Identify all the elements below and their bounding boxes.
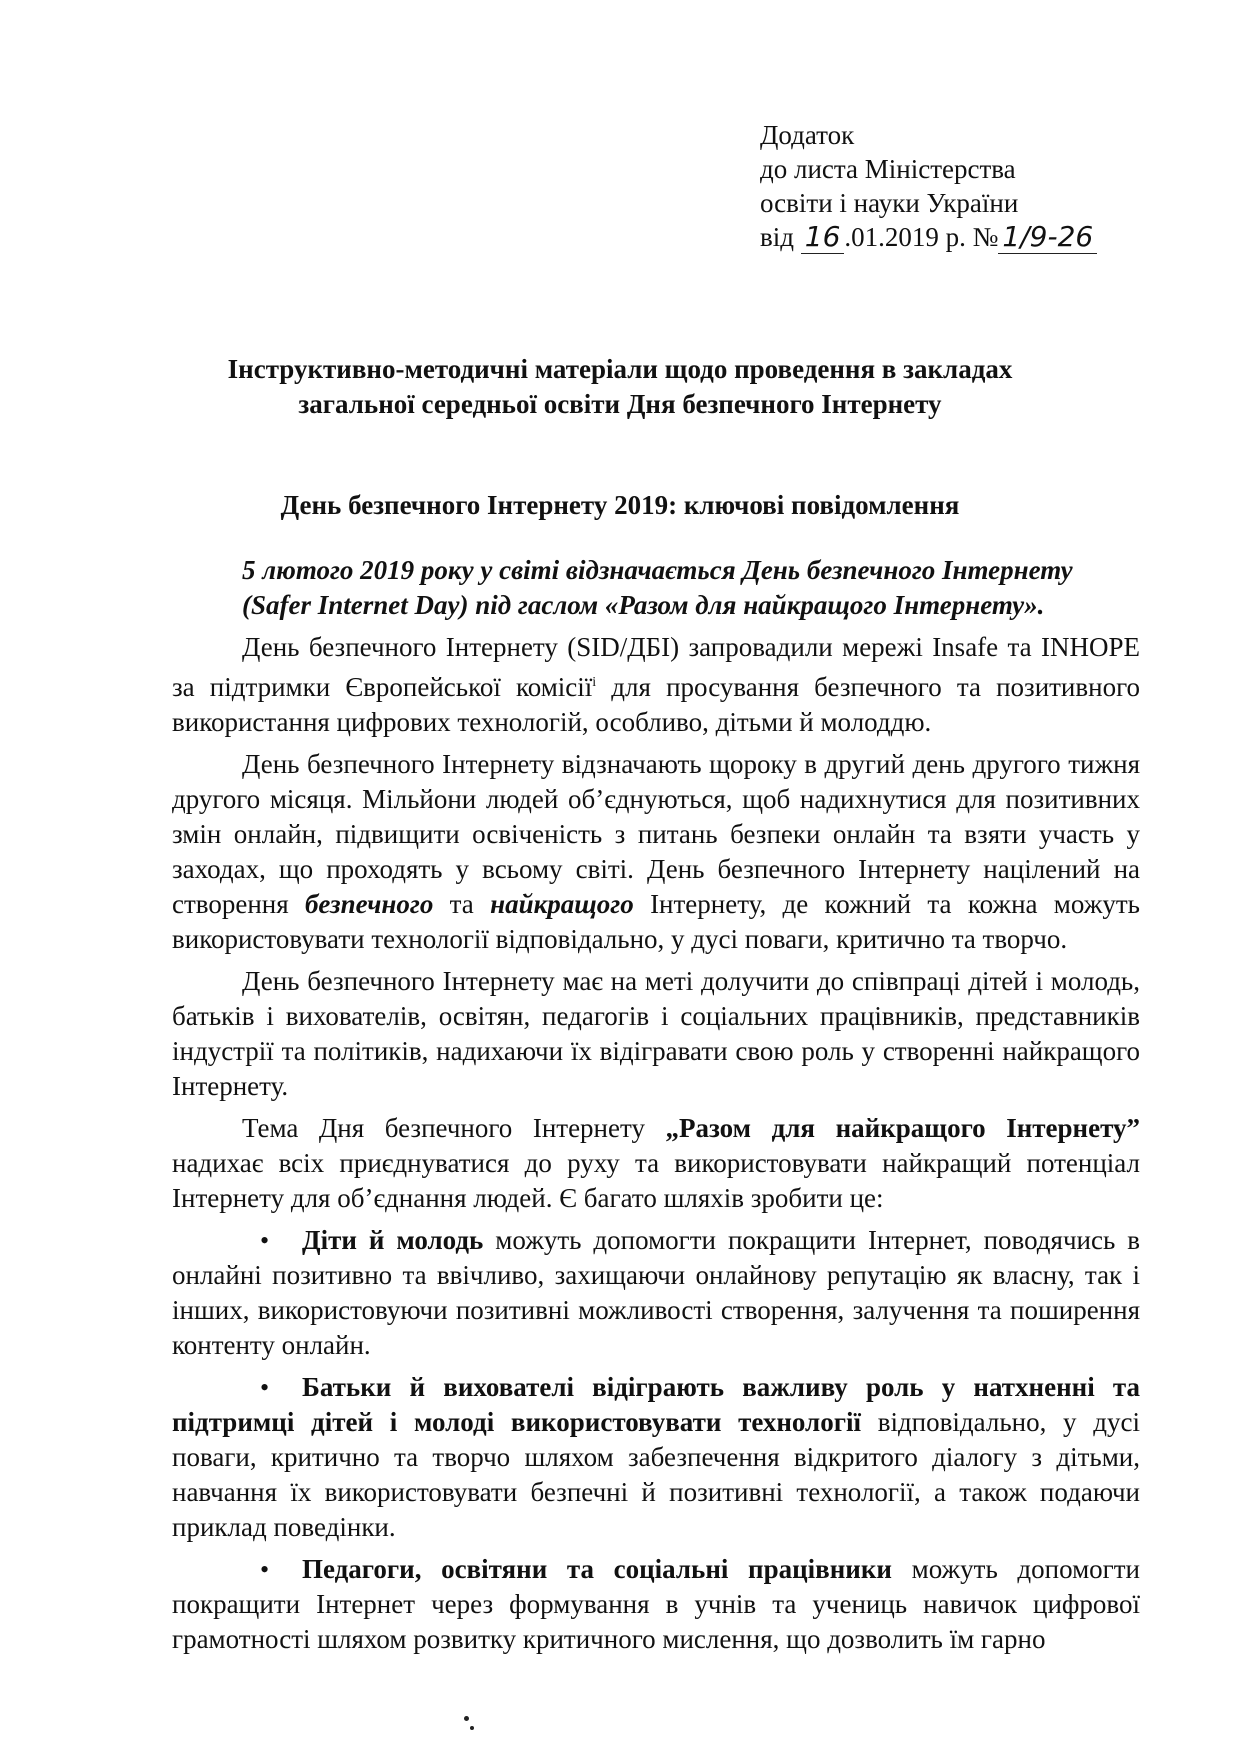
scan-speck: [464, 1716, 469, 1721]
paragraph-4: [172, 1111, 1140, 1216]
document-title-line-1: Інструктивно-методичні матеріали щодо проведення в закладах: [227, 354, 1013, 384]
document-body: [172, 553, 1140, 1664]
lead-line-2: (Safer Internet Day) під гаслом «Разом для найкращого Інтернету».: [242, 590, 1045, 620]
theme-slogan: „Разом для найкращого Інтернету”: [665, 1113, 1140, 1143]
addendum-line-3: освіти і науки України: [760, 188, 1019, 218]
scan-speck: [470, 1726, 474, 1730]
bullet-text: можуть допомогти покращити Інтернет через формування в учнів та учениць навичок цифрової грамотності шляхом розвитку критичного мислення, що дозволить їм гарно: [172, 1554, 1140, 1654]
paragraph-2-text-c: та: [433, 889, 491, 919]
bullet-item: [172, 1223, 1140, 1363]
paragraph-4-text-c: надихає всіх приєднуватися до руху та використовувати найкращий потенціал Інтернету для об’єднання людей. Є багато шляхів зробити це:: [172, 1148, 1140, 1213]
paragraph-1-text-b: для просування безпечного та позитивного використання цифрових технологій, особливо, дітьми й молоддю.: [172, 672, 1140, 737]
handwritten-number: 1/9-26: [998, 220, 1097, 254]
paragraph-2-text-e: Інтернету, де кожний та кожна можуть використовувати технології відповідально, у дусі поваги, критично та творчо.: [172, 889, 1140, 954]
lead-line-1: 5 лютого 2019 року у світі відзначається День безпечного Інтернету: [242, 555, 1073, 585]
paragraph-3: День безпечного Інтернету має на меті долучити до співпраці дітей і молодь, батьків і вихователів, освітян, педагогів і соціальних працівників, представників індустрії та політиків, надихаючи їх відігравати свою роль у створенні найкращого Інтернету.: [172, 966, 1140, 1101]
bullet-item: [172, 1370, 1140, 1545]
paragraph-4-text-a: Тема Дня безпечного Інтернету: [242, 1113, 666, 1143]
bullet-heading: Педагоги, освітяни та соціальні працівники: [302, 1554, 892, 1584]
date-rest: .01.2019 р. №: [844, 222, 999, 252]
bullet-heading: Діти й молодь: [302, 1225, 484, 1255]
paragraph-2: [172, 747, 1140, 957]
lead-paragraph: [172, 553, 1140, 623]
bullet-icon: [242, 1370, 302, 1405]
addendum-date-line: [760, 220, 1097, 254]
document-title-line-2: загальної середньої освіти Дня безпечного Інтернету: [298, 389, 942, 419]
handwritten-day: 16: [801, 220, 845, 254]
bullet-text: можуть допомогти покращити Інтернет, поводячись в онлайні позитивно та ввічливо, захищаючи онлайнову репутацію як власну, так і інших, використовуючи позитивні можливості створення, залучення та поширення контенту онлайн.: [172, 1225, 1140, 1360]
bullet-item: [172, 1552, 1140, 1657]
document-title: [120, 352, 1120, 422]
bullet-heading: Батьки й вихователі відіграють важливу роль у натхненні та підтримці дітей і молоді використовувати технології: [172, 1372, 1140, 1437]
date-prefix: від: [760, 222, 794, 252]
addendum-line-1: Додаток: [760, 120, 855, 150]
addendum-block: [760, 118, 1097, 254]
paragraph-1-text-a: День безпечного Інтернету (SID/ДБІ) запровадили мережі Insafe та INHOPE за підтримки Європейської комісії: [172, 632, 1140, 702]
paragraph-2-text-a: День безпечного Інтернету відзначають щороку в другий день другого тижня другого місяця. Мільйони людей об’єднуються, щоб надихнутися для позитивних змін онлайн, підвищити освіченість з питань безпеки онлайн та взяти участь у заходах, що проходять у всьому світі. День безпечного Інтернету націлений на створення: [172, 749, 1140, 919]
emphasis-safe: безпечного: [304, 889, 434, 919]
section-title: День безпечного Інтернету 2019: ключові повідомлення: [280, 490, 960, 520]
bullet-icon: [242, 1223, 302, 1258]
addendum-line-2: до листа Міністерства: [760, 154, 1016, 184]
paragraph-1: [172, 630, 1140, 740]
emphasis-best: найкращого: [490, 889, 634, 919]
footnote-marker: і: [592, 675, 597, 690]
bullet-icon: [242, 1552, 302, 1587]
bullet-text: відповідально, у дусі поваги, критично та творчо шляхом забезпечення відкритого діалогу з дітьми, навчання їх використовувати безпечні й позитивні технології, а також подаючи приклад поведінки.: [172, 1407, 1141, 1542]
